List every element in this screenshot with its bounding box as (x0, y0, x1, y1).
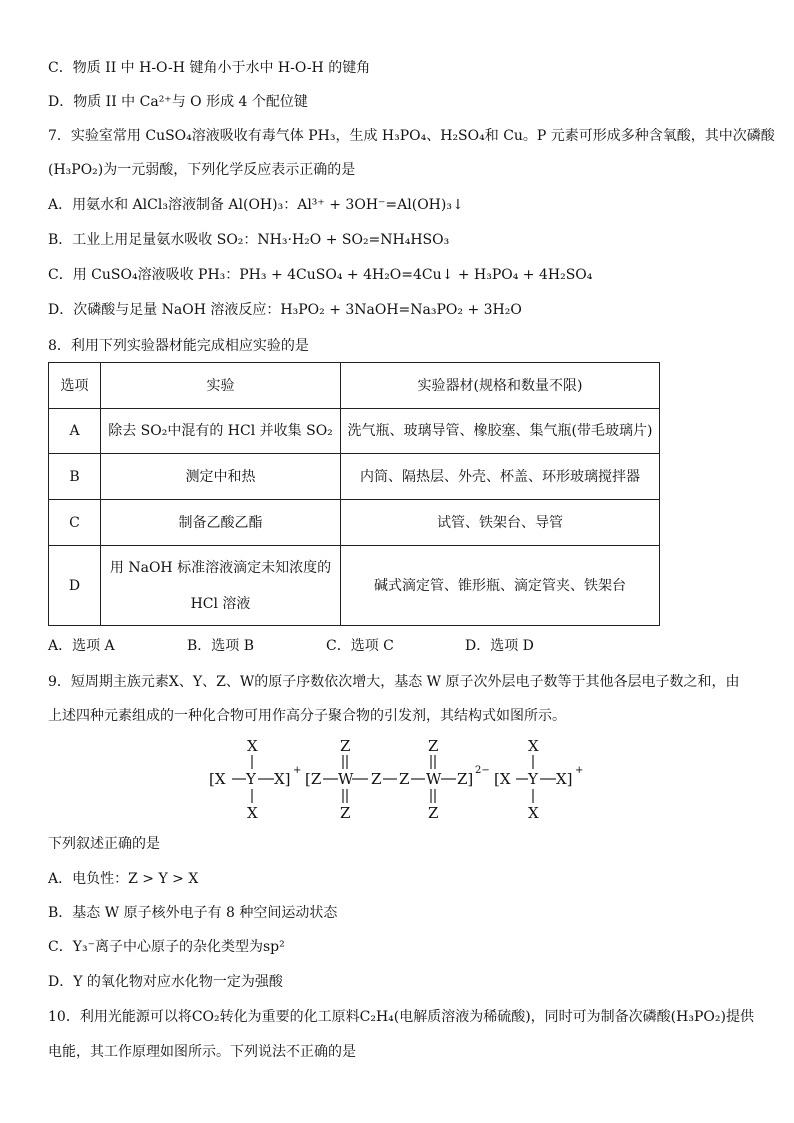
q8-choice-c: C．选项 C (326, 638, 394, 654)
svg-text:Z: Z (340, 737, 351, 755)
q7-stem-line1: 7．实验室常用 CuSO₄溶液吸收有毒气体 PH₃，生成 H₃PO₄、H₂SO₄和 Cu。P 元素可形成多种含氧酸，其中次磷酸 (48, 128, 775, 144)
q8-stem: 8．利用下列实验器材能完成相应实验的是 (48, 338, 309, 354)
row-experiment: 测定中和热 (101, 454, 341, 500)
q7-option-d: D．次磷酸与足量 NaOH 溶液反应：H₃PO₂ + 3NaOH=Na₃PO₂ + 3H₂O (48, 302, 522, 318)
right-cation (494, 737, 583, 822)
svg-text:X: X (528, 737, 539, 755)
row-equipment: 内筒、隔热层、外壳、杯盖、环形玻璃搅拌器 (341, 454, 660, 500)
row-experiment-line1: 用 NaOH 标准溶液滴定未知浓度的 (109, 559, 332, 576)
svg-text:Y: Y (246, 770, 256, 788)
q10-stem-line1: 10．利用光能源可以将CO₂转化为重要的化工原料C₂H₄(电解质溶液为稀硫酸)，同时可为制备次磷酸(H₃PO₂)提供 (48, 1009, 754, 1025)
q9-option-a: A．电负性：Z > Y > X (48, 871, 199, 887)
q9-option-d: D．Y 的氧化物对应水化物一定为强酸 (48, 974, 283, 990)
svg-text:X: X (247, 737, 258, 755)
q9-stem-line1: 9．短周期主族元素X、Y、Z、W的原子序数依次增大，基态 W 原子次外层电子数等于其他各层电子数之和，由 (48, 674, 740, 690)
svg-text:X: X (247, 804, 258, 822)
svg-text:Z: Z (428, 804, 439, 822)
svg-text:[Z: [Z (305, 770, 322, 788)
row-option: A (49, 409, 101, 454)
q9-option-c: C．Y₃⁻离子中心原子的杂化类型为sp² (48, 939, 285, 955)
svg-text:[X: [X (209, 770, 226, 788)
svg-text:Z: Z (340, 804, 351, 822)
table-row (49, 500, 660, 546)
row-equipment: 洗气瓶、玻璃导管、橡胶塞、集气瓶(带毛玻璃片) (341, 409, 660, 454)
row-experiment (101, 546, 341, 626)
row-option: B (49, 454, 101, 500)
q8-choice-d: D．选项 D (465, 638, 534, 654)
svg-text:Z]: Z] (457, 770, 474, 788)
table-row (49, 546, 660, 626)
row-option: D (49, 546, 101, 626)
q9-option-b: B．基态 W 原子核外电子有 8 种空间运动状态 (48, 905, 338, 921)
table-row (49, 409, 660, 454)
svg-text:+: + (293, 765, 302, 776)
q7-option-c: C．用 CuSO₄溶液吸收 PH₃：PH₃ + 4CuSO₄ + 4H₂O=4Cu↓ + H₃PO₄ + 4H₂SO₄ (48, 267, 593, 283)
svg-text:Z: Z (399, 770, 410, 788)
row-option: C (49, 500, 101, 546)
svg-text:Z: Z (371, 770, 382, 788)
svg-text:W: W (426, 770, 442, 788)
table-header-row (49, 363, 660, 409)
q9-lead: 下列叙述正确的是 (48, 836, 160, 852)
q9-structure-diagram (0, 735, 794, 825)
svg-text:Z: Z (428, 737, 439, 755)
svg-text:X]: X] (274, 770, 291, 788)
svg-text:X: X (528, 804, 539, 822)
q6-option-c: C．物质 II 中 H-O-H 键角小于水中 H-O-H 的键角 (48, 60, 371, 76)
header-equipment: 实验器材(规格和数量不限) (341, 363, 660, 409)
row-equipment: 试管、铁架台、导管 (341, 500, 660, 546)
svg-text:Y: Y (528, 770, 538, 788)
row-equipment: 碱式滴定管、锥形瓶、滴定管夹、铁架台 (341, 546, 660, 626)
q7-option-a: A．用氨水和 AlCl₃溶液制备 Al(OH)₃：Al³⁺ + 3OH⁻=Al(OH)₃↓ (48, 197, 464, 213)
svg-text:[X: [X (494, 770, 511, 788)
row-experiment: 除去 SO₂中混有的 HCl 并收集 SO₂ (101, 409, 341, 454)
q9-stem-line2: 上述四种元素组成的一种化合物可用作高分子聚合物的引发剂，其结构式如图所示。 (48, 708, 566, 724)
q6-option-d: D．物质 II 中 Ca²⁺与 O 形成 4 个配位键 (48, 94, 308, 110)
row-experiment: 制备乙酸乙酯 (101, 500, 341, 546)
q8-choice-a: A．选项 A (48, 638, 115, 654)
table-row (49, 454, 660, 500)
q10-stem-line2: 电能，其工作原理如图所示。下列说法不正确的是 (48, 1044, 356, 1060)
left-cation (209, 737, 301, 822)
svg-text:+: + (575, 765, 584, 776)
row-experiment-line2: HCl 溶液 (190, 595, 251, 612)
header-experiment: 实验 (101, 363, 341, 409)
svg-text:X]: X] (556, 770, 573, 788)
q7-option-b: B．工业上用足量氨水吸收 SO₂：NH₃·H₂O + SO₂=NH₄HSO₃ (48, 232, 450, 248)
central-anion (305, 737, 490, 822)
q8-equipment-table (48, 362, 660, 626)
q7-stem-line2: (H₃PO₂)为一元弱酸，下列化学反应表示正确的是 (48, 162, 356, 178)
q8-choice-b: B．选项 B (187, 638, 255, 654)
svg-text:2−: 2− (475, 765, 490, 776)
header-option: 选项 (49, 363, 101, 409)
svg-text:W: W (338, 770, 354, 788)
